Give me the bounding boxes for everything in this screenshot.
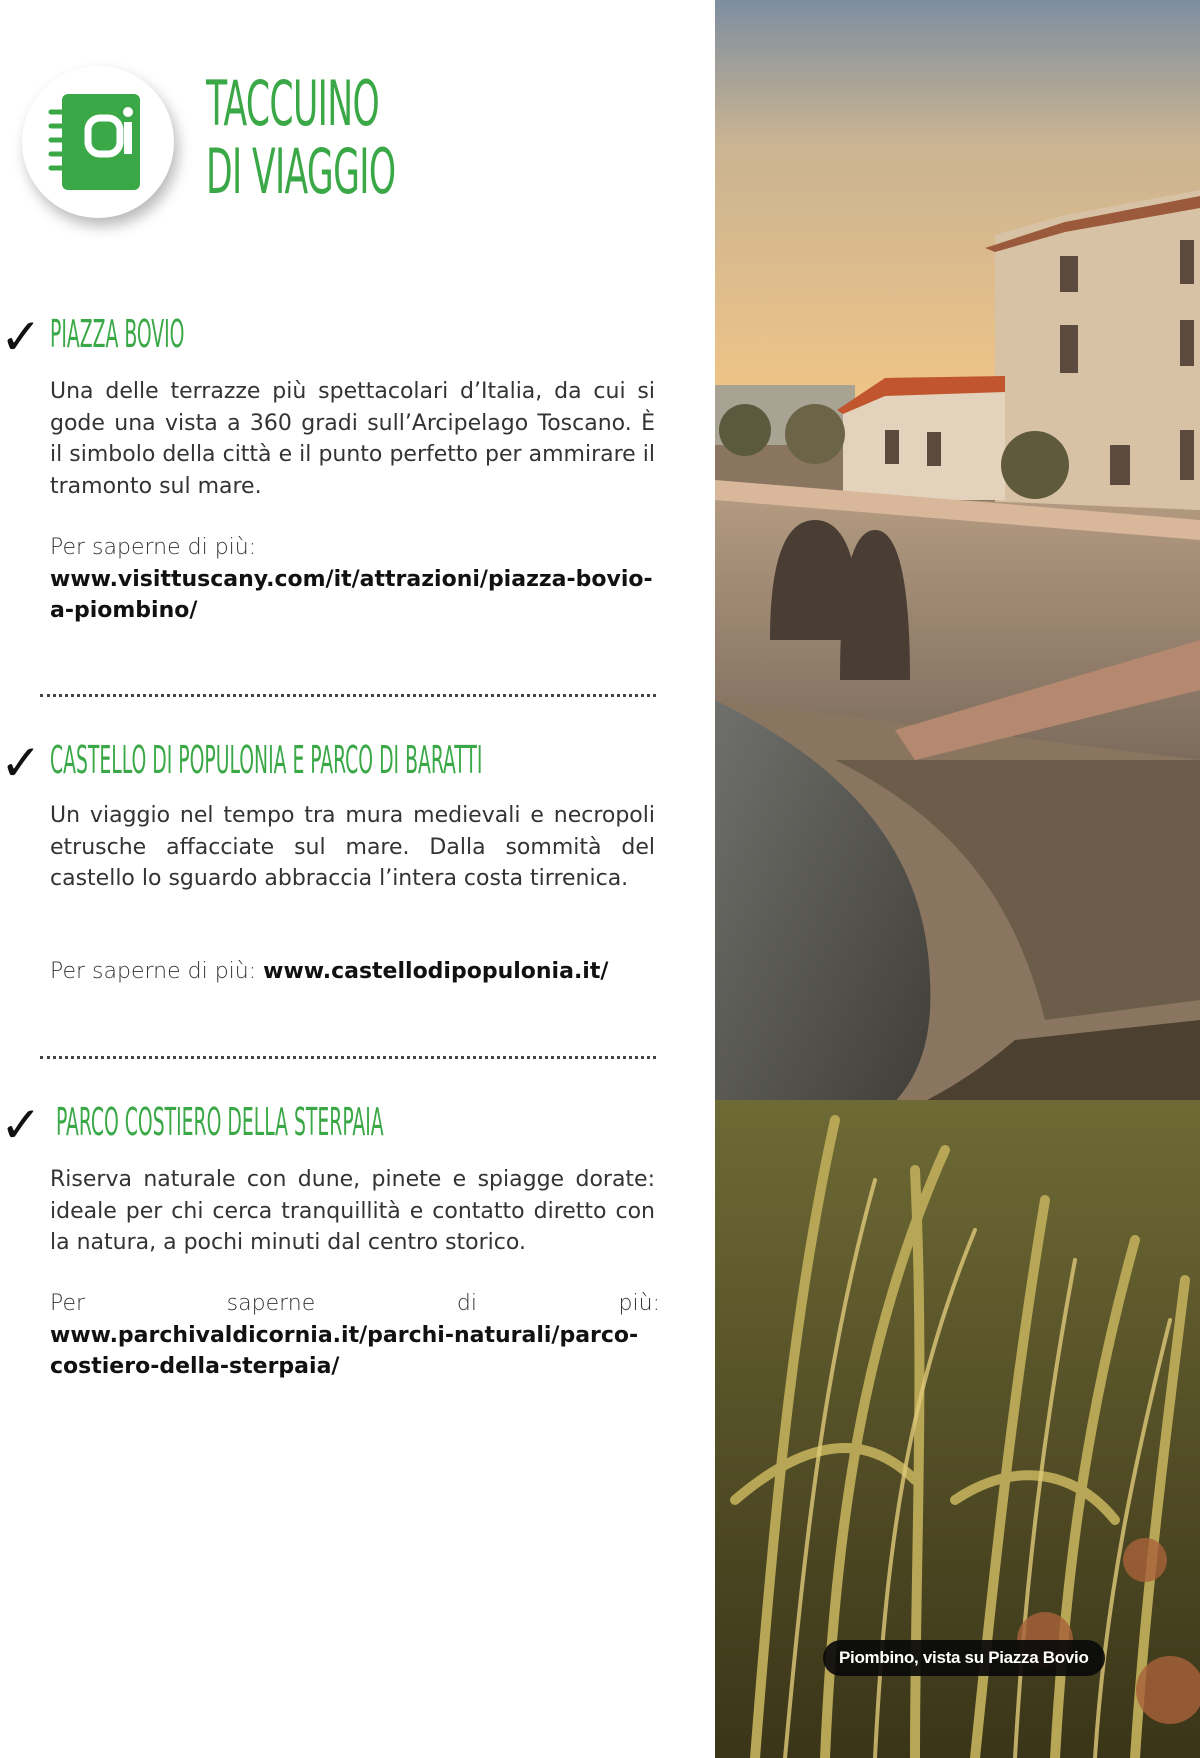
section-body: Un viaggio nel tempo tra mura medievali e necropoli etrusche affacciate sul mare. Dalla sommità del castello lo sguardo abbraccia l’intera costa tirrenica. — [50, 803, 655, 891]
more-info — [50, 1288, 660, 1383]
notebook-info-icon — [48, 88, 148, 196]
section-title: PARCO COSTIERO DELLA STERPAIA — [56, 1100, 384, 1144]
more-info-label: Per saperne di più: — [50, 1291, 660, 1316]
section-divider — [40, 1056, 656, 1059]
more-info-link[interactable]: www.parchivaldicornia.it/parchi-naturali/parco-costiero-della-sterpaia/ — [50, 1322, 639, 1379]
section-body: Una delle terrazze più spettacolari d’Italia, da cui si gode una vista a 360 gradi sull’Arcipelago Toscano. È il simbolo della città e il punto perfetto per ammirare il tramonto sul mare. — [50, 379, 655, 499]
more-info-label: Per saperne di più: — [50, 535, 257, 560]
more-info-link[interactable]: www.visittuscany.com/it/attrazioni/piazza-bovio-a-piombino/ — [50, 566, 653, 623]
page-title-line-1: TACCUINO — [206, 67, 380, 140]
photo-illustration — [715, 0, 1200, 1758]
checkmark-icon: ✓ — [0, 308, 42, 366]
checkmark-icon: ✓ — [0, 734, 42, 792]
section-body: Riserva naturale con dune, pinete e spiagge dorate: ideale per chi cerca tranquillità e contatto diretto con la natura, a pochi minuti dal centro storico. — [50, 1167, 655, 1255]
more-info — [50, 956, 660, 988]
notebook-logo — [22, 66, 174, 218]
more-info — [50, 532, 660, 627]
more-info-link[interactable]: www.castellodipopulonia.it/ — [263, 959, 609, 984]
photo-caption: Piombino, vista su Piazza Bovio — [823, 1640, 1105, 1676]
section-divider — [40, 694, 656, 697]
photo-piombino — [715, 0, 1200, 1758]
checkmark-icon: ✓ — [0, 1096, 42, 1154]
page-title-line-2: DI VIAGGIO — [206, 135, 396, 208]
section-title: CASTELLO DI POPULONIA E PARCO DI BARATTI — [50, 738, 483, 782]
page-title — [206, 67, 396, 208]
section-title: PIAZZA BOVIO — [50, 312, 185, 356]
more-info-label: Per saperne di più: — [50, 959, 257, 984]
